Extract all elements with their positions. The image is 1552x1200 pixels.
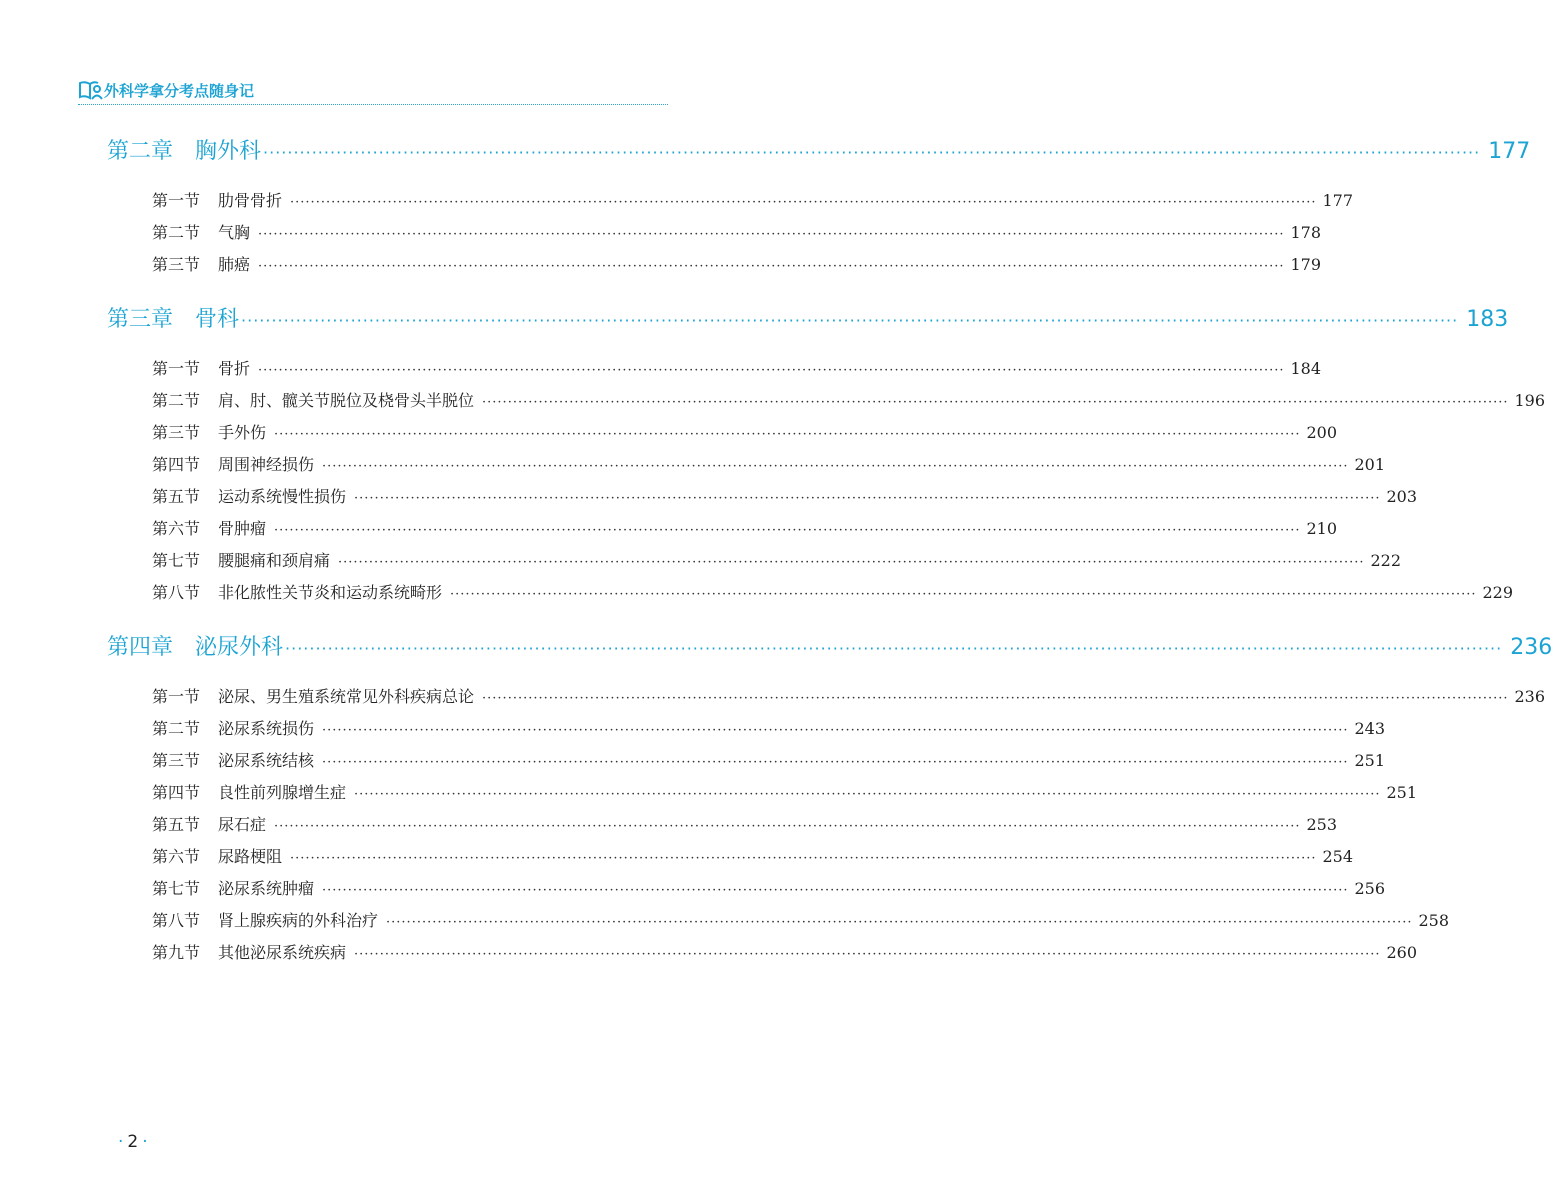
dot-leader: ········································································································································································································ — [338, 555, 1365, 570]
chapter-heading[interactable] — [107, 302, 1509, 338]
section-number: 第八节 — [152, 911, 201, 930]
section-title: 骨折 — [218, 359, 251, 378]
dot-leader: ········································································································································································································ — [258, 363, 1285, 378]
section-title: 非化脓性关节炎和运动系统畸形 — [218, 583, 443, 602]
section-title: 肋骨骨折 — [218, 191, 283, 210]
chapter-page: 177 — [1488, 139, 1531, 164]
chapter-number: 第四章 — [107, 635, 174, 660]
section-page: 203 — [1386, 487, 1418, 506]
section-number: 第一节 — [152, 359, 201, 378]
dot-leader: ········································································································································································································ — [290, 851, 1317, 866]
book-title: 外科学拿分考点随身记 — [104, 82, 255, 100]
section-title: 肺癌 — [218, 255, 251, 274]
running-header — [78, 78, 668, 105]
section-title: 泌尿系统肿瘤 — [218, 879, 315, 898]
section-title: 腰腿痛和颈肩痛 — [218, 551, 331, 570]
chapter-heading[interactable] — [107, 630, 1552, 666]
section-page: 184 — [1290, 359, 1322, 378]
dot-leader: ········································································································································································································ — [274, 819, 1301, 834]
section-entry[interactable] — [152, 716, 1386, 744]
chapter-title: 骨科 — [195, 307, 240, 332]
dot-leader: ········································································································································································································ — [482, 395, 1509, 410]
section-number: 第五节 — [152, 815, 201, 834]
section-entry[interactable] — [152, 908, 1450, 936]
dot-leader: ········································································································································································································ — [354, 787, 1381, 802]
dot-leader: ········································································································································································································ — [354, 947, 1381, 962]
section-number: 第一节 — [152, 687, 201, 706]
section-title: 尿路梗阻 — [218, 847, 283, 866]
section-number: 第三节 — [152, 255, 201, 274]
section-number: 第六节 — [152, 847, 201, 866]
dot-leader: ········································································································································································································ — [263, 143, 1481, 162]
section-entry[interactable] — [152, 812, 1338, 840]
section-entry[interactable] — [152, 516, 1338, 544]
section-page: 256 — [1354, 879, 1386, 898]
section-page: 201 — [1354, 455, 1386, 474]
section-entry[interactable] — [152, 484, 1418, 512]
dot-leader: ········································································································································································································ — [322, 755, 1349, 770]
section-title: 泌尿系统结核 — [218, 751, 315, 770]
section-title: 周围神经损伤 — [218, 455, 315, 474]
section-entry[interactable] — [152, 548, 1402, 576]
section-number: 第二节 — [152, 391, 201, 410]
section-page: 243 — [1354, 719, 1386, 738]
section-page: 251 — [1354, 751, 1386, 770]
chapter-number: 第三章 — [107, 307, 174, 332]
section-entry[interactable] — [152, 220, 1322, 248]
section-number: 第九节 — [152, 943, 201, 962]
section-number: 第三节 — [152, 423, 201, 442]
section-entry[interactable] — [152, 452, 1386, 480]
section-page: 178 — [1290, 223, 1322, 242]
section-entry[interactable] — [152, 188, 1354, 216]
dot-leader: ········································································································································································································ — [285, 639, 1503, 658]
section-title: 肾上腺疾病的外科治疗 — [218, 911, 379, 930]
dot-leader: ········································································································································································································ — [258, 227, 1285, 242]
section-title: 其他泌尿系统疾病 — [218, 943, 347, 962]
section-page: 253 — [1306, 815, 1338, 834]
dot-leader: ········································································································································································································ — [274, 523, 1301, 538]
section-page: 196 — [1514, 391, 1546, 410]
section-number: 第一节 — [152, 191, 201, 210]
section-page: 236 — [1514, 687, 1546, 706]
section-entry[interactable] — [152, 388, 1546, 416]
section-page: 177 — [1322, 191, 1354, 210]
dot-leader: ········································································································································································································ — [482, 691, 1509, 706]
section-number: 第二节 — [152, 719, 201, 738]
page-number: 2 — [127, 1132, 139, 1152]
section-entry[interactable] — [152, 252, 1322, 280]
chapter-page: 183 — [1466, 307, 1509, 332]
section-title: 手外伤 — [218, 423, 267, 442]
dot-leader: ········································································································································································································ — [258, 259, 1285, 274]
page-footer — [114, 1132, 152, 1152]
dot-leader: ········································································································································································································ — [322, 459, 1349, 474]
section-number: 第四节 — [152, 455, 201, 474]
section-number: 第四节 — [152, 783, 201, 802]
section-number: 第七节 — [152, 879, 201, 898]
section-entry[interactable] — [152, 940, 1418, 968]
section-title: 运动系统慢性损伤 — [218, 487, 347, 506]
section-page: 260 — [1386, 943, 1418, 962]
dot-leader: ········································································································································································································ — [290, 195, 1317, 210]
section-page: 200 — [1306, 423, 1338, 442]
section-page: 254 — [1322, 847, 1354, 866]
section-number: 第八节 — [152, 583, 201, 602]
section-entry[interactable] — [152, 420, 1338, 448]
section-entry[interactable] — [152, 748, 1386, 776]
section-number: 第三节 — [152, 751, 201, 770]
section-page: 229 — [1482, 583, 1514, 602]
chapter-heading[interactable] — [107, 134, 1531, 170]
footer-dot-left: · — [118, 1132, 124, 1152]
chapter-title: 胸外科 — [195, 139, 262, 164]
section-title: 尿石症 — [218, 815, 267, 834]
section-entry[interactable] — [152, 780, 1418, 808]
dot-leader: ········································································································································································································ — [322, 883, 1349, 898]
section-number: 第五节 — [152, 487, 201, 506]
section-page: 222 — [1370, 551, 1402, 570]
section-number: 第六节 — [152, 519, 201, 538]
chapter-title: 泌尿外科 — [195, 635, 284, 660]
section-title: 肩、肘、髋关节脱位及桡骨头半脱位 — [218, 391, 475, 410]
dot-leader: ········································································································································································································ — [241, 311, 1459, 330]
dot-leader: ········································································································································································································ — [386, 915, 1413, 930]
chapter-number: 第二章 — [107, 139, 174, 164]
footer-dot-right: · — [142, 1132, 148, 1152]
section-number: 第二节 — [152, 223, 201, 242]
section-page: 210 — [1306, 519, 1338, 538]
section-title: 气胸 — [218, 223, 251, 242]
section-entry[interactable] — [152, 356, 1322, 384]
chapter-page: 236 — [1510, 635, 1552, 660]
section-entry[interactable] — [152, 684, 1546, 712]
section-title: 良性前列腺增生症 — [218, 783, 347, 802]
section-title: 骨肿瘤 — [218, 519, 267, 538]
section-title: 泌尿、男生殖系统常见外科疾病总论 — [218, 687, 475, 706]
section-entry[interactable] — [152, 844, 1354, 872]
book-person-icon — [78, 79, 104, 101]
section-title: 泌尿系统损伤 — [218, 719, 315, 738]
section-entry[interactable] — [152, 580, 1514, 608]
section-page: 258 — [1418, 911, 1450, 930]
dot-leader: ········································································································································································································ — [354, 491, 1381, 506]
dot-leader: ········································································································································································································ — [450, 587, 1477, 602]
dot-leader: ········································································································································································································ — [274, 427, 1301, 442]
dot-leader: ········································································································································································································ — [322, 723, 1349, 738]
section-entry[interactable] — [152, 876, 1386, 904]
section-page: 251 — [1386, 783, 1418, 802]
section-page: 179 — [1290, 255, 1322, 274]
section-number: 第七节 — [152, 551, 201, 570]
